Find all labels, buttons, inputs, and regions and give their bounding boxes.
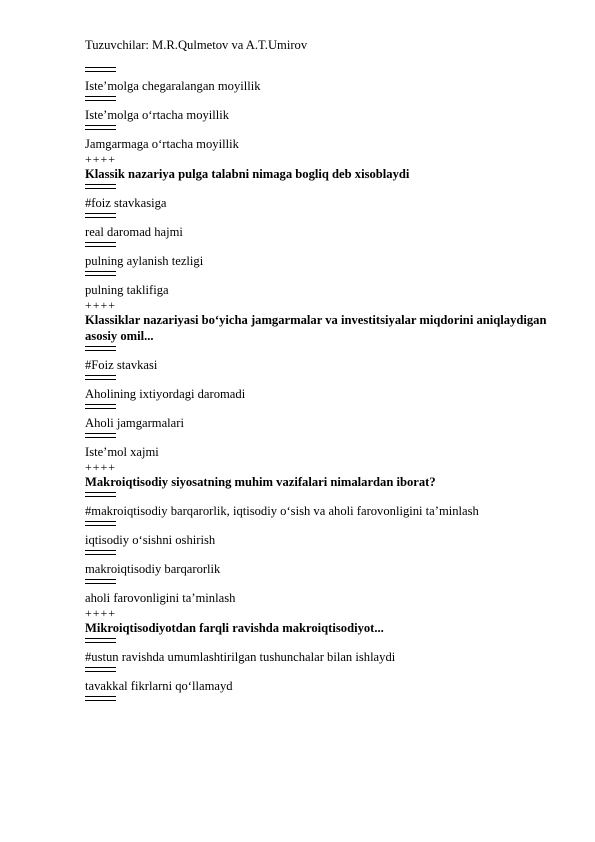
question-block [85, 607, 565, 701]
question-text: Klassiklar nazariyasi bo‘yicha jamgarmalar va investitsiyalar miqdorini aniqlaydigan asosiy omil... [85, 313, 547, 343]
question-block [85, 299, 565, 460]
question-text: Klassik nazariya pulga talabni nimaga bogliq deb xisoblaydi [85, 167, 410, 181]
answer-option: Aholining ixtiyordagi daromadi [85, 387, 246, 401]
answer-option: real daromad hajmi [85, 225, 183, 239]
separator [85, 346, 116, 351]
separator [85, 375, 116, 380]
separator [85, 67, 116, 72]
question-marker: ++++ [85, 152, 117, 166]
separator [85, 271, 116, 276]
separator [85, 492, 116, 497]
answer-option: #foiz stavkasiga [85, 196, 167, 210]
separator [85, 242, 116, 247]
separator [85, 184, 116, 189]
separator [85, 213, 116, 218]
answer-option: Aholi jamgarmalari [85, 416, 184, 430]
question-marker: ++++ [85, 298, 117, 312]
intro-options [85, 67, 565, 152]
separator [85, 404, 116, 409]
answer-option: Iste’molga chegaralangan moyillik [85, 79, 261, 93]
question-text: Makroiqtisodiy siyosatning muhim vazifalari nimalardan iborat? [85, 475, 436, 489]
answer-option: iqtisodiy o‘sishni oshirish [85, 533, 216, 547]
document-header: Tuzuvchilar: M.R.Qulmetov va A.T.Umirov [85, 38, 308, 52]
separator [85, 433, 116, 438]
answer-option: #ustun ravishda umumlashtirilgan tushunchalar bilan ishlaydi [85, 650, 396, 664]
separator [85, 638, 116, 643]
question-text: Mikroiqtisodiyotdan farqli ravishda makroiqtisodiyot... [85, 621, 384, 635]
question-marker: ++++ [85, 606, 117, 620]
separator [85, 696, 116, 701]
answer-option: makroiqtisodiy barqarorlik [85, 562, 221, 576]
question-block [85, 461, 565, 606]
answer-option: Jamgarmaga o‘rtacha moyillik [85, 137, 239, 151]
answer-option: Iste’mol xajmi [85, 445, 159, 459]
answer-option: pulning taklifiga [85, 283, 169, 297]
separator [85, 96, 116, 101]
question-block [85, 153, 565, 298]
answer-option: aholi farovonligini ta’minlash [85, 591, 236, 605]
separator [85, 667, 116, 672]
separator [85, 521, 116, 526]
question-marker: ++++ [85, 460, 117, 474]
answer-option: Iste’molga o‘rtacha moyillik [85, 108, 230, 122]
separator [85, 125, 116, 130]
document-page [85, 37, 565, 707]
separator [85, 550, 116, 555]
answer-option: pulning aylanish tezligi [85, 254, 204, 268]
separator [85, 579, 116, 584]
answer-option: tavakkal fikrlarni qo‘llamayd [85, 679, 233, 693]
answer-option: #Foiz stavkasi [85, 358, 158, 372]
answer-option: #makroiqtisodiy barqarorlik, iqtisodiy o‘sish va aholi farovonligini ta’minlash [85, 504, 479, 518]
